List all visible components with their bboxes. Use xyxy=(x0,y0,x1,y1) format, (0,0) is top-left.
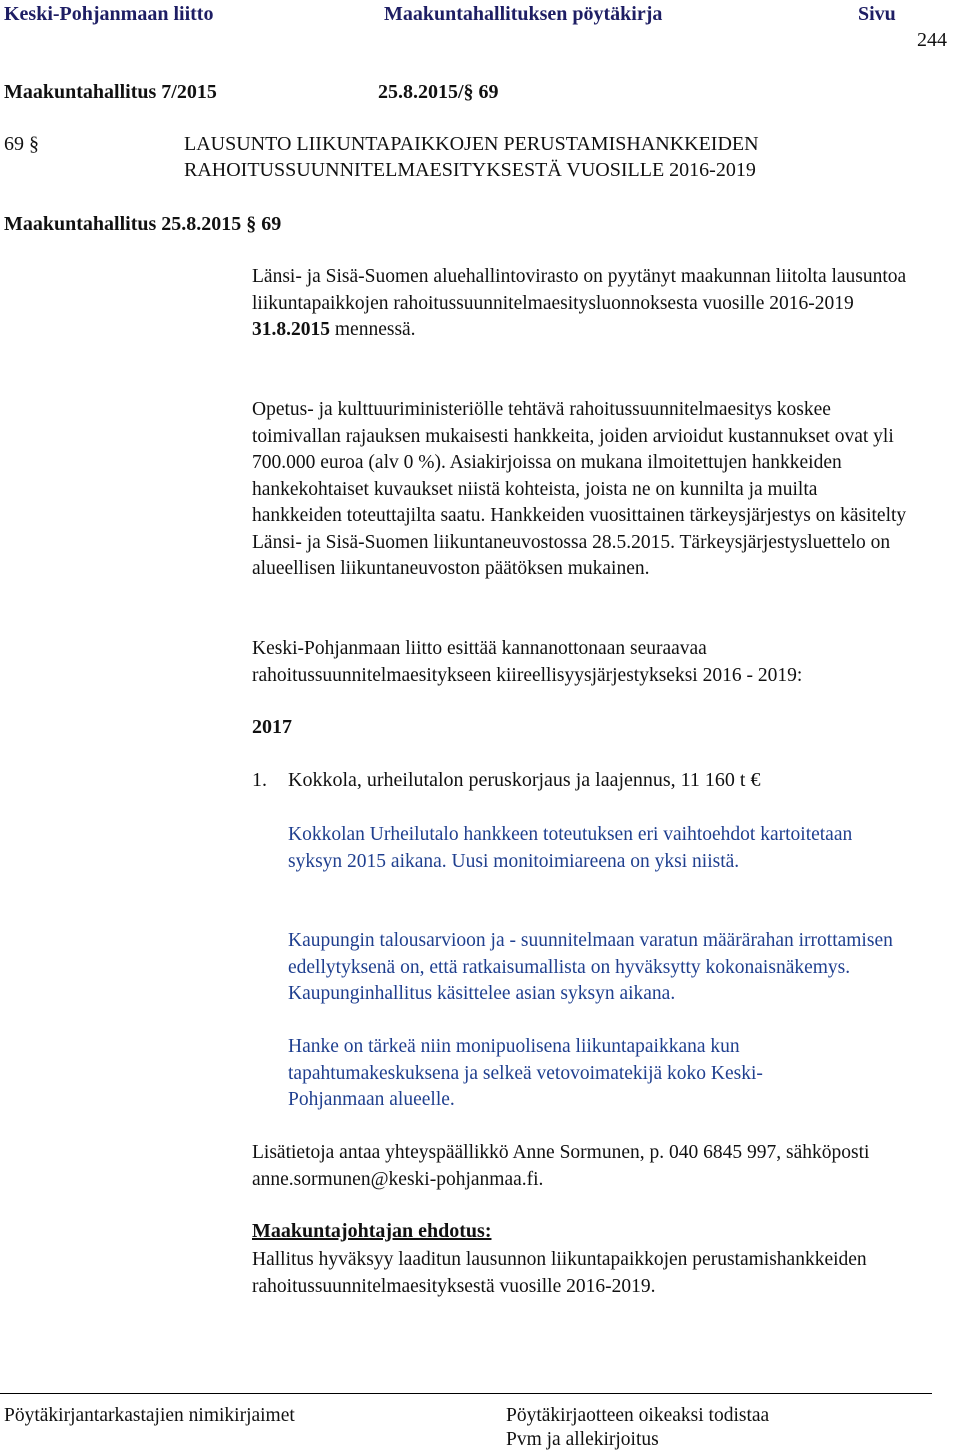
statement-2: Kaupungin talousarvioon ja - suunnitelmaan varatun määrärahan irrottamisen edellytyksenä on, että ratkaisumallista on hyväksytty kokonaisnäkemys. Kaupunginhallitus käsittelee asian syksyn aikana. xyxy=(288,930,893,1004)
proposal-heading: Maakuntajohtajan ehdotus: xyxy=(252,1220,492,1242)
section-title-line2: RAHOITUSSUUNNITELMAESITYKSESTÄ VUOSILLE 2016-2019 xyxy=(184,159,756,181)
paragraph-request-text: Länsi- ja Sisä-Suomen aluehallintovirasto on pyytänyt maakunnan liitolta lausuntoa liikuntapaikkojen rahoitussuunnitelmaesitysluonnoksesta vuosille 2016-2019 xyxy=(252,266,907,314)
header-page-label: Sivu xyxy=(858,3,896,25)
item-text: Kokkola, urheilutalon peruskorjaus ja laajennus, 11 160 t € xyxy=(288,769,761,791)
statement-1: Kokkolan Urheilutalo hankkeen toteutuksen eri vaihtoehdot kartoitetaan syksyn 2015 aikana. Uusi monitoimiareena on yksi niistä. xyxy=(288,824,853,872)
section-number: 69 § xyxy=(4,133,39,155)
meeting-date-section: 25.8.2015/§ 69 xyxy=(378,81,499,103)
section-title-line1: LAUSUNTO LIIKUNTAPAIKKOJEN PERUSTAMISHANKKEIDEN xyxy=(184,133,759,155)
meeting-session: Maakuntahallitus 7/2015 xyxy=(4,81,217,103)
footer-certification-label: Pöytäkirjaotteen oikeaksi todistaa xyxy=(506,1405,770,1426)
handling-line: Maakuntahallitus 25.8.2015 § 69 xyxy=(4,213,282,235)
paragraph-request-tail: mennessä. xyxy=(330,319,416,340)
header-doc-type: Maakuntahallituksen pöytäkirja xyxy=(384,3,663,25)
statement-3: Hanke on tärkeä niin monipuolisena liikuntapaikkana kun tapahtumakeskuksena ja selkeä vetovoimatekijä koko Keski-Pohjanmaan alueelle. xyxy=(288,1036,763,1110)
item-number: 1. xyxy=(252,769,267,791)
footer-date-signature-label: Pvm ja allekirjoitus xyxy=(506,1429,659,1450)
contact-info: Lisätietoja antaa yhteyspäällikkö Anne Sormunen, p. 040 6845 997, sähköposti anne.sormunen@keski-pohjanmaa.fi. xyxy=(252,1142,870,1190)
header-org: Keski-Pohjanmaan liitto xyxy=(4,3,214,25)
proposal-text: Hallitus hyväksyy laaditun lausunnon liikuntapaikkojen perustamishankkeiden rahoitussuunnitelmaesityksestä vuosille 2016-2019. xyxy=(252,1249,867,1297)
paragraph-position: Keski-Pohjanmaan liitto esittää kannanottonaan seuraavaa rahoitussuunnitelmaesitykseen kiireellisyysjärjestykseksi 2016 - 2019: xyxy=(252,638,803,686)
footer-initials-label: Pöytäkirjantarkastajien nimikirjaimet xyxy=(4,1405,295,1426)
page-number: 244 xyxy=(917,29,947,51)
paragraph-request xyxy=(252,264,912,344)
footer-divider xyxy=(0,1393,932,1394)
year-heading: 2017 xyxy=(252,716,292,738)
paragraph-background: Opetus- ja kulttuuriministeriölle tehtävä rahoitussuunnitelmaesitys koskee toimivallan rajauksen mukaisesti hankkeita, joiden arvioidut kustannukset ovat yli 700.000 euroa (alv 0 %). Asiakirjoissa on mukana ilmoitettujen hankkeiden hankekohtaiset kuvaukset niistä kohteista, joista ne on kunnilta ja muilta hankkeiden toteuttajilta saatu. Hankkeiden vuosittainen tärkeysjärjestys on käsitelty Länsi- ja Sisä-Suomen liikuntaneuvostossa 28.5.2015. Tärkeysjärjestysluettelo on alueellisen liikuntaneuvoston päätöksen mukainen. xyxy=(252,399,907,579)
deadline-date: 31.8.2015 xyxy=(252,319,330,340)
